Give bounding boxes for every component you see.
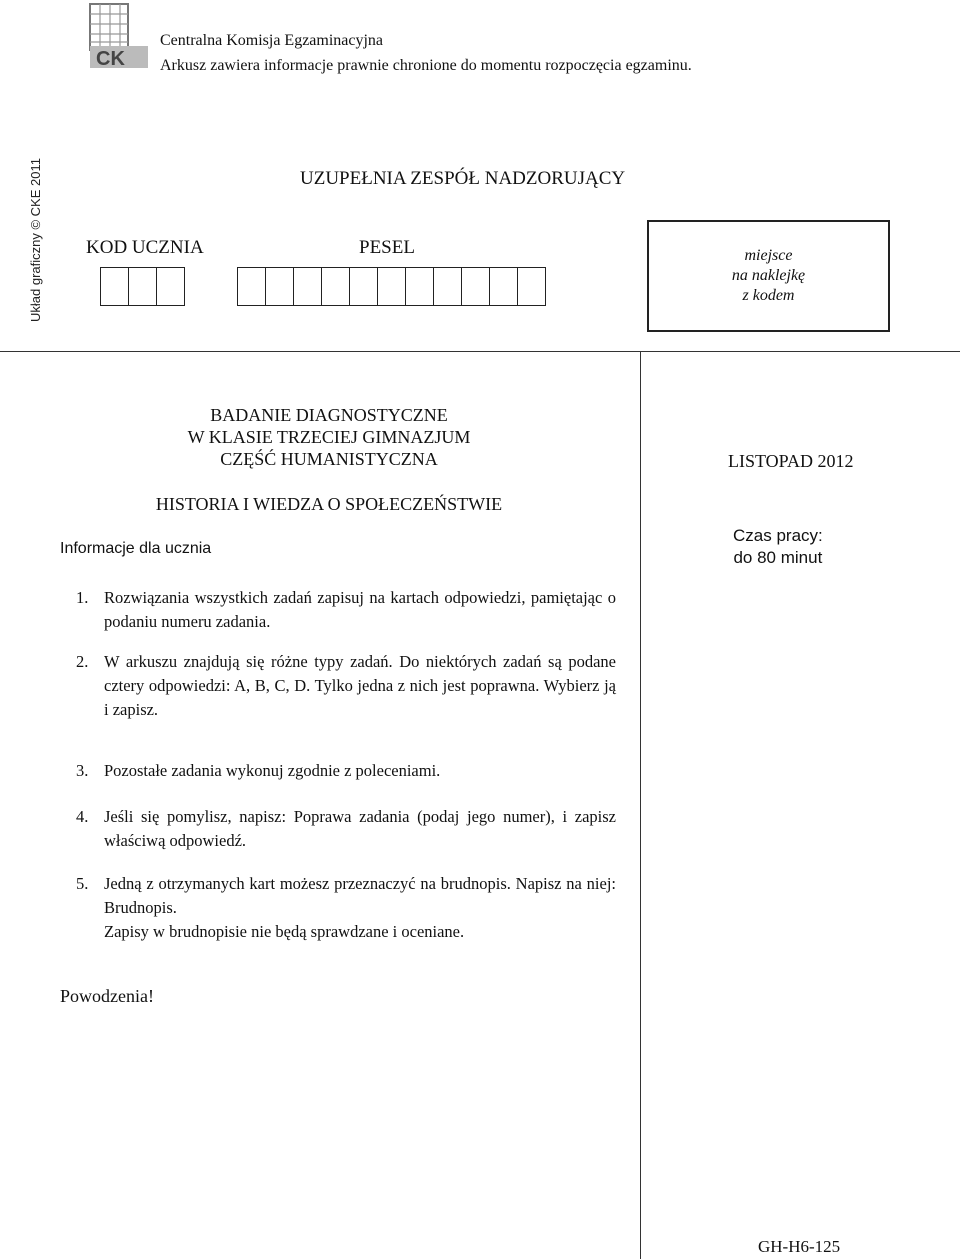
pesel-box[interactable]	[266, 268, 294, 305]
cke-logo-graphic	[88, 2, 150, 72]
supervisors-fill-title: UZUPEŁNIA ZESPÓŁ NADZORUJĄCY	[300, 168, 626, 189]
pesel-box[interactable]	[490, 268, 518, 305]
time-label: Czas pracy:	[733, 526, 823, 545]
instruction-text: Jeśli się pomylisz, napisz: Poprawa zadania (podaj jego numer), i zapisz właściwą odpowiedź.	[104, 807, 616, 850]
instruction-text: Jedną z otrzymanych kart możesz przeznaczyć na brudnopis. Napisz na niej: Brudnopis.	[104, 874, 616, 917]
instruction-item	[76, 759, 616, 783]
instruction-text-extra: Zapisy w brudnopisie nie będą sprawdzane i oceniane.	[104, 922, 465, 941]
exam-date: LISTOPAD 2012	[728, 451, 854, 471]
exam-title-line: CZĘŚĆ HUMANISTYCZNA	[220, 449, 438, 469]
exam-title-line: BADANIE DIAGNOSTYCZNE	[210, 405, 448, 425]
student-code-boxes[interactable]	[100, 267, 185, 306]
code-box[interactable]	[101, 268, 129, 305]
sheet-code: GH-H6-125	[758, 1237, 841, 1256]
sticker-line: z kodem	[742, 287, 795, 304]
org-name: Centralna Komisja Egzaminacyjna	[160, 32, 384, 49]
vertical-divider	[640, 351, 641, 1259]
instruction-number: 2.	[76, 652, 89, 671]
instruction-text: Pozostałe zadania wykonuj zgodnie z poleceniami.	[104, 761, 441, 780]
instruction-item	[76, 805, 616, 853]
instruction-number: 3.	[76, 761, 89, 780]
instruction-text: W arkuszu znajdują się różne typy zadań. Do niektórych zadań są podane cztery odpowiedzi: A, B, C, D. Tylko jedna z nich jest poprawna. Wybierz ją i zapisz.	[104, 652, 616, 719]
pesel-box[interactable]	[462, 268, 490, 305]
code-box[interactable]	[129, 268, 157, 305]
instruction-item	[76, 586, 616, 634]
pesel-boxes[interactable]	[237, 267, 546, 306]
sticker-line: miejsce	[744, 247, 793, 264]
horizontal-divider	[0, 351, 960, 352]
graphic-layout-note: Układ graficzny © CKE 2011	[28, 158, 43, 322]
exam-title	[148, 404, 510, 470]
instruction-number: 1.	[76, 588, 89, 607]
pesel-box[interactable]	[378, 268, 406, 305]
instruction-text: Rozwiązania wszystkich zadań zapisuj na kartach odpowiedzi, pamiętając o podaniu numeru zadania.	[104, 588, 616, 631]
instruction-item	[76, 872, 616, 944]
instruction-number: 5.	[76, 874, 89, 893]
exam-subject: HISTORIA I WIEDZA O SPOŁECZEŃSTWIE	[155, 494, 503, 514]
student-code-label: KOD UCZNIA	[86, 237, 204, 258]
pesel-box[interactable]	[322, 268, 350, 305]
sticker-area	[647, 220, 890, 332]
info-heading: Informacje dla ucznia	[60, 540, 212, 557]
pesel-box[interactable]	[406, 268, 434, 305]
pesel-box[interactable]	[434, 268, 462, 305]
pesel-label: PESEL	[359, 237, 415, 258]
closing-text: Powodzenia!	[60, 986, 154, 1006]
exam-title-line: W KLASIE TRZECIEJ GIMNAZJUM	[187, 427, 471, 447]
pesel-box[interactable]	[238, 268, 266, 305]
logo-letters: CK	[96, 48, 125, 70]
pesel-box[interactable]	[350, 268, 378, 305]
time-value: do 80 minut	[733, 548, 823, 567]
instruction-number: 4.	[76, 807, 89, 826]
confidential-note: Arkusz zawiera informacje prawnie chronione do momentu rozpoczęcia egzaminu.	[160, 57, 692, 74]
pesel-box[interactable]	[294, 268, 322, 305]
pesel-box[interactable]	[518, 268, 545, 305]
sticker-line: na naklejkę	[731, 267, 806, 284]
working-time	[733, 525, 823, 569]
instruction-item	[76, 650, 616, 722]
code-box[interactable]	[157, 268, 184, 305]
cke-logo	[88, 2, 150, 72]
